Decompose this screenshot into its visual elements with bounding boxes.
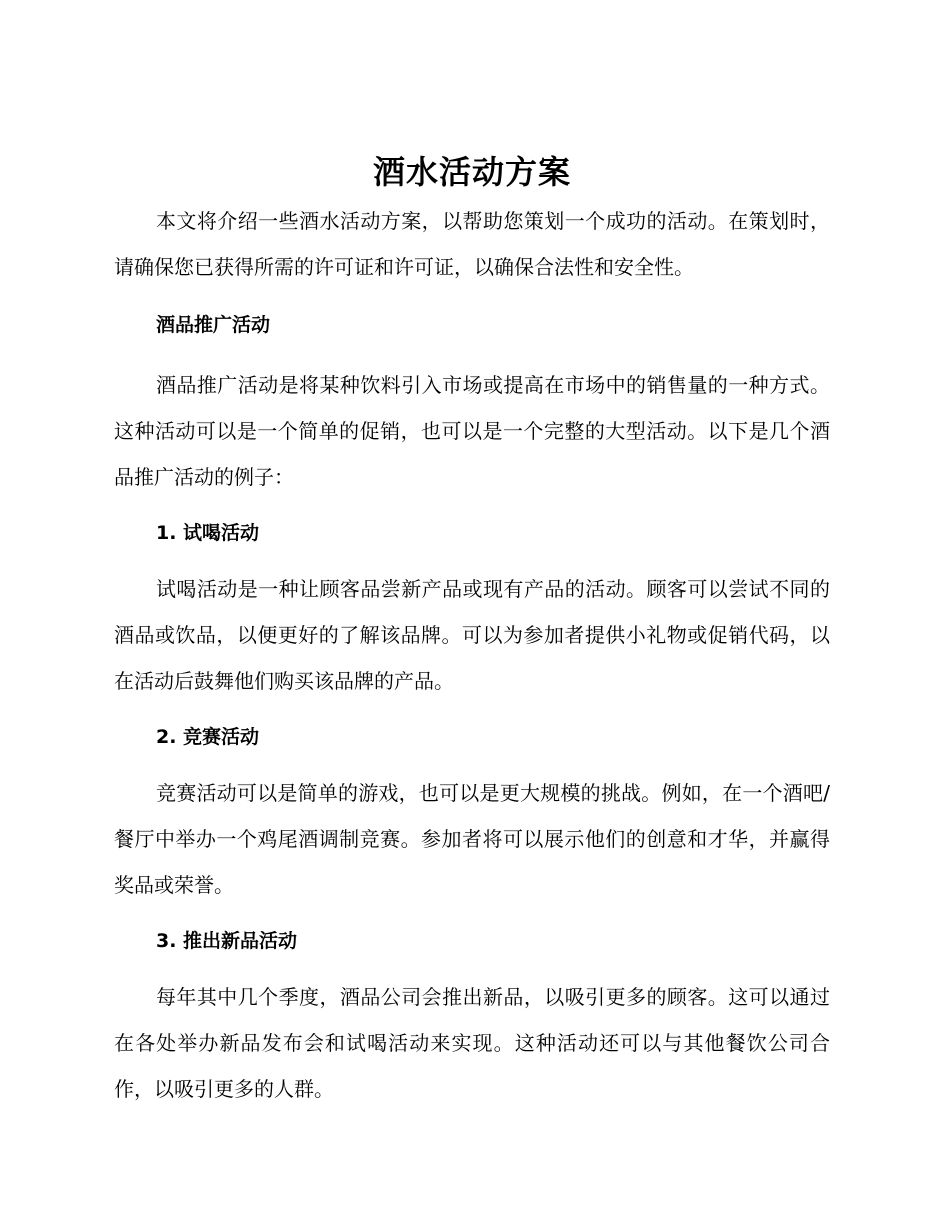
item-heading-3: 3. 推出新品活动 (156, 930, 298, 952)
intro-paragraph: 本文将介绍一些酒水活动方案，以帮助您策划一个成功的活动。在策划时，请确保您已获得所需的许可证和许可证，以确保合法性和安全性。 (114, 209, 830, 279)
item-heading-2: 2. 竞赛活动 (156, 726, 260, 748)
document-title: 酒水活动方案 (372, 153, 571, 191)
document-page (114, 150, 830, 1112)
item-paragraph-3: 每年其中几个季度，酒品公司会推出新品，以吸引更多的顾客。这可以通过在各处举办新品发布会和试喝活动来实现。这种活动还可以与其他餐饮公司合作，以吸引更多的人群。 (114, 985, 830, 1101)
item-heading-1: 1. 试喝活动 (156, 522, 260, 544)
item-paragraph-2: 竞赛活动可以是简单的游戏，也可以是更大规模的挑战。例如，在一个酒吧/餐厅中举办一个鸡尾酒调制竞赛。参加者将可以展示他们的创意和才华，并赢得奖品或荣誉。 (114, 781, 830, 897)
item-paragraph-1: 试喝活动是一种让顾客品尝新产品或现有产品的活动。顾客可以尝试不同的酒品或饮品，以便更好的了解该品牌。可以为参加者提供小礼物或促销代码，以在活动后鼓舞他们购买该品牌的产品。 (114, 577, 830, 693)
section-heading: 酒品推广活动 (156, 314, 271, 336)
section-paragraph: 酒品推广活动是将某种饮料引入市场或提高在市场中的销售量的一种方式。这种活动可以是一个简单的促销，也可以是一个完整的大型活动。以下是几个酒品推广活动的例子： (114, 373, 830, 489)
